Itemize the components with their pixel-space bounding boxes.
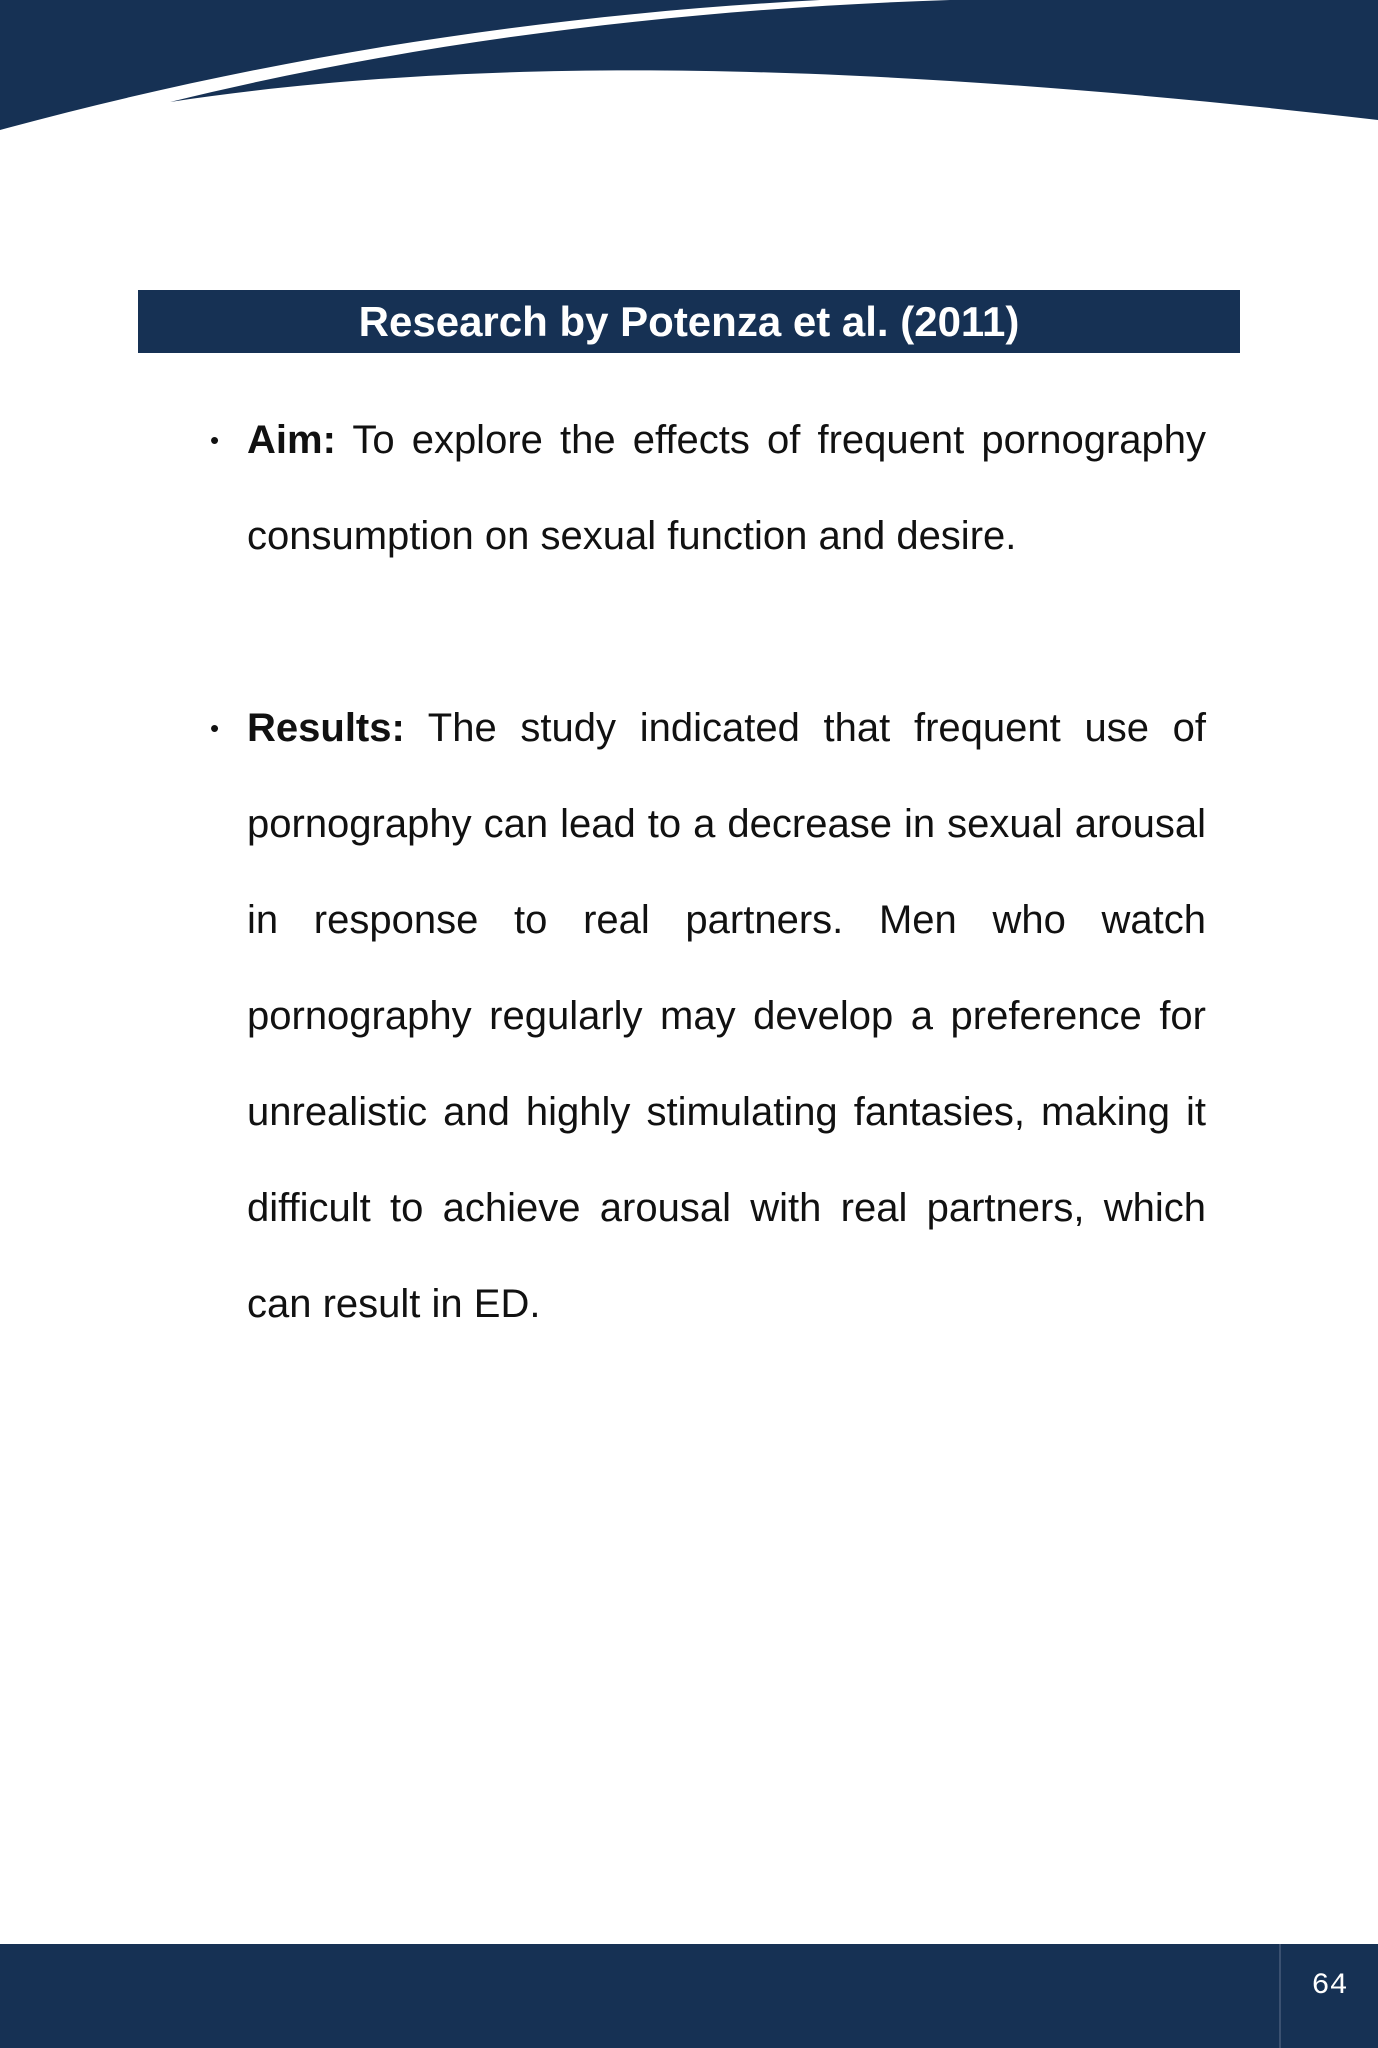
bullet-icon: • [210, 425, 220, 455]
results-text: The study indicated that frequent use of pornography can lead to a decrease in sexual arousal in response to real partners. Men who watch pornography regularly may develop a preference for unrealistic and highly stimulating fantasies, making it difficult to achieve arousal with real partners, which can result in ED. [247, 706, 1206, 1326]
aim-bullet [200, 392, 1206, 584]
bullet-icon: • [210, 713, 220, 743]
footer-bar [0, 1944, 1378, 2048]
page-number: 64 [1279, 1944, 1378, 2048]
aim-label: Aim: [247, 418, 336, 462]
header-wave-decoration [0, 0, 1378, 140]
page-title: Research by Potenza et al. (2011) [138, 290, 1240, 353]
results-label: Results: [247, 706, 405, 750]
aim-text: To explore the effects of frequent pornography consumption on sexual function and desire. [247, 418, 1207, 558]
results-bullet [200, 680, 1206, 1352]
research-content [200, 392, 1206, 1352]
